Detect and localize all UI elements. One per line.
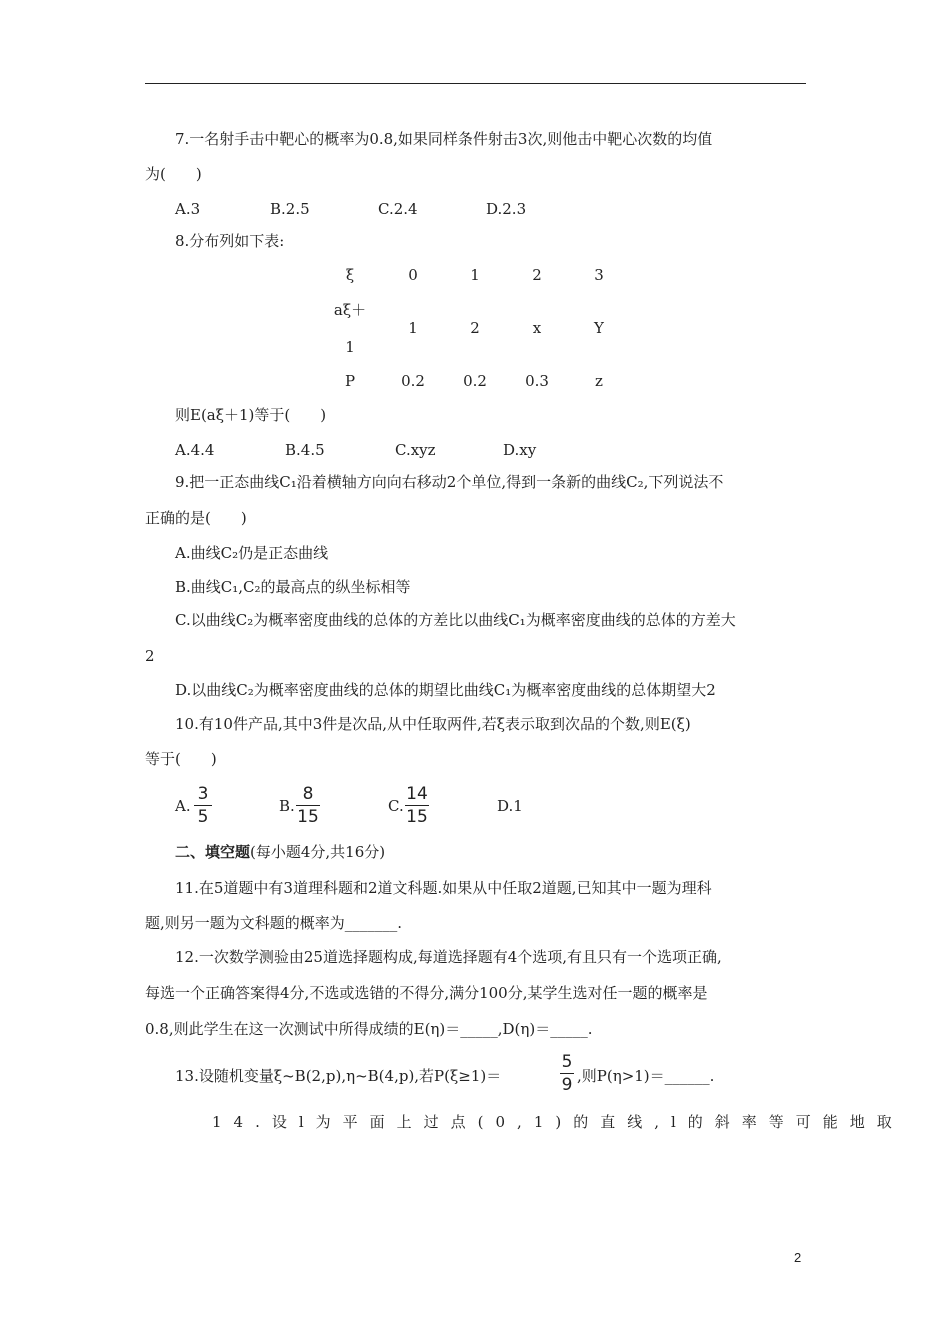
table-cell: P (344, 372, 356, 390)
q9-option-c-line2: 2 (145, 647, 155, 665)
q8-option-b: B.4.5 (285, 441, 325, 459)
q10-option-b-fraction (296, 784, 320, 827)
q9-option-d: D.以曲线C₂为概率密度曲线的总体的期望比曲线C₁为概率密度曲线的总体期望大2 (175, 681, 716, 699)
fraction-numerator: 3 (197, 784, 209, 804)
q13-prefix: 13.设随机变量ξ~B(2,p),η~B(4,p),若P(ξ≥1)＝ (175, 1067, 502, 1085)
table-cell: 0.2 (401, 372, 425, 390)
q8-question: 则E(aξ＋1)等于( ) (175, 406, 327, 424)
section-note: (每小题4分,共16分) (250, 843, 386, 861)
fraction-numerator: 5 (561, 1052, 573, 1072)
q8-option-c: C.xyz (395, 441, 436, 459)
table-cell: 2 (532, 266, 542, 284)
table-cell: Y (594, 319, 604, 337)
q13-suffix: ,则P(η>1)＝______. (577, 1067, 715, 1085)
table-cell: 3 (594, 266, 604, 284)
q10-option-a-label: A. (175, 797, 191, 815)
q14-text: 14.设l为平面上过点(0,1)的直线,l的斜率等可能地取 (212, 1113, 904, 1131)
q10-option-c-label: C. (388, 797, 404, 815)
q10-option-d: D.1 (497, 797, 523, 815)
q7-option-d: D.2.3 (486, 200, 527, 218)
fraction-denominator: 15 (406, 807, 428, 827)
q9-line2: 正确的是( ) (145, 509, 247, 527)
table-cell: 1 (345, 338, 355, 356)
fraction-denominator: 5 (197, 807, 209, 827)
table-cell: 0.2 (463, 372, 487, 390)
q13-fraction (560, 1052, 574, 1095)
q11-line1: 11.在5道题中有3道理科题和2道文科题.如果从中任取2道题,已知其中一题为理科 (175, 879, 712, 897)
q14-line1 (212, 1112, 904, 1132)
q7-option-b: B.2.5 (270, 200, 310, 218)
q10-line2: 等于( ) (145, 750, 217, 768)
fraction-numerator: 8 (302, 784, 314, 804)
q8-option-d: D.xy (503, 441, 537, 459)
q12-line3: 0.8,则此学生在这一次测试中所得成绩的E(η)＝_____,D(η)＝_____. (145, 1020, 593, 1038)
header-rule (145, 83, 806, 84)
q7-option-a: A.3 (175, 200, 201, 218)
section-heading (175, 842, 385, 862)
table-cell: 1 (408, 319, 418, 337)
fraction-denominator: 15 (297, 807, 319, 827)
q7-option-c: C.2.4 (378, 200, 418, 218)
q9-option-a: A.曲线C₂仍是正态曲线 (175, 544, 329, 562)
q8-stem: 8.分布列如下表: (175, 232, 285, 250)
q10-line1: 10.有10件产品,其中3件是次品,从中任取两件,若ξ表示取到次品的个数,则E(ξ) (175, 715, 691, 733)
table-cell: 0.3 (525, 372, 549, 390)
q9-option-b: B.曲线C₁,C₂的最高点的纵坐标相等 (175, 578, 411, 596)
q12-line2: 每选一个正确答案得4分,不选或选错的不得分,满分100分,某学生选对任一题的概率是 (145, 984, 708, 1002)
fraction-bar (194, 805, 212, 806)
table-cell: ξ (345, 266, 355, 284)
q7-line1: 7.一名射手击中靶心的概率为0.8,如果同样条件射击3次,则他击中靶心次数的均值 (175, 130, 713, 148)
fraction-denominator: 9 (561, 1075, 573, 1095)
q11-line2: 题,则另一题为文科题的概率为_______. (145, 914, 403, 932)
table-cell: x (532, 319, 542, 337)
table-cell: 2 (470, 319, 480, 337)
section-title: 二、填空题 (175, 843, 251, 861)
q10-option-b-label: B. (279, 797, 295, 815)
table-cell: aξ＋ (333, 301, 367, 319)
table-cell: 1 (470, 266, 480, 284)
fraction-bar (405, 805, 429, 806)
q10-option-c-fraction (405, 784, 429, 827)
table-cell: z (595, 372, 603, 390)
fraction-bar (296, 805, 320, 806)
table-cell: 0 (408, 266, 418, 284)
q9-line1: 9.把一正态曲线C₁沿着横轴方向向右移动2个单位,得到一条新的曲线C₂,下列说法不 (175, 473, 724, 491)
q9-option-c-line1: C.以曲线C₂为概率密度曲线的总体的方差比以曲线C₁为概率密度曲线的总体的方差大 (175, 611, 736, 629)
q8-option-a: A.4.4 (175, 441, 215, 459)
fraction-numerator: 14 (406, 784, 428, 804)
q7-line2: 为( ) (145, 165, 202, 183)
page-number: 2 (794, 1250, 802, 1265)
fraction-bar (560, 1073, 574, 1074)
q12-line1: 12.一次数学测验由25道选择题构成,每道选择题有4个选项,有且只有一个选项正确, (175, 948, 722, 966)
q10-option-a-fraction (194, 784, 212, 827)
